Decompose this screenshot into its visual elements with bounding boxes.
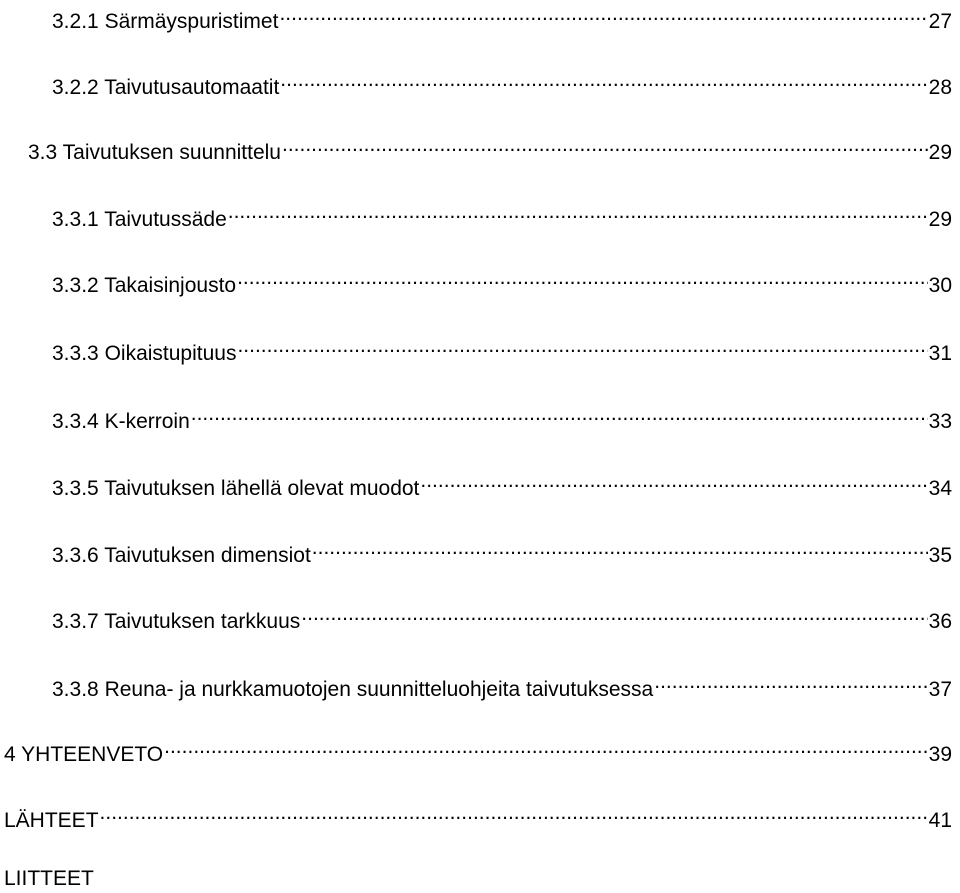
- toc-entry-title: 3.3.3 Oikaistupituus: [52, 342, 237, 365]
- toc-page-number: 33: [928, 410, 952, 433]
- toc-entry[interactable]: [4, 799, 952, 832]
- toc-entry-title: LÄHTEET: [4, 809, 99, 832]
- toc-entry[interactable]: [52, 264, 952, 297]
- toc-entry-title: 3.3.5 Taivutuksen lähellä olevat muodot: [52, 477, 420, 500]
- toc-dot-leader: [282, 131, 928, 159]
- toc-dot-leader: [100, 799, 928, 827]
- toc-entry-title: LIITTEET: [4, 867, 94, 890]
- toc-page-number: 27: [928, 10, 952, 33]
- toc-dot-leader: [654, 668, 927, 696]
- toc-page-number: 29: [928, 141, 952, 164]
- toc-entry[interactable]: [52, 66, 952, 99]
- toc-dot-leader: [237, 332, 927, 360]
- toc-entry[interactable]: [52, 198, 952, 231]
- toc-entry-title: 3.2.1 Särmäyspuristimet: [52, 10, 279, 33]
- toc-page-number: 35: [928, 544, 952, 567]
- toc-dot-leader: [312, 534, 928, 562]
- toc-entry[interactable]: [4, 733, 952, 766]
- toc-entry-title: 3.3.4 K-kerroin: [52, 410, 190, 433]
- toc-page-number: 29: [928, 208, 952, 231]
- toc-entry[interactable]: [52, 534, 952, 567]
- toc-dot-leader: [237, 264, 928, 292]
- toc-entry[interactable]: [52, 400, 952, 433]
- toc-entry[interactable]: [28, 131, 952, 164]
- toc-entry-title: 3.3.7 Taivutuksen tarkkuus: [52, 610, 301, 633]
- toc-entry-title: 4 YHTEENVETO: [4, 743, 164, 766]
- toc-page-number: 31: [928, 342, 952, 365]
- toc-entry-title: 3.3.1 Taivutussäde: [52, 208, 227, 231]
- toc-page-number: 39: [928, 743, 952, 766]
- toc-entry-title: 3.3 Taivutuksen suunnittelu: [28, 141, 281, 164]
- toc-dot-leader: [301, 600, 927, 628]
- toc-page-number: 28: [928, 76, 952, 99]
- toc-dot-leader: [228, 198, 928, 226]
- toc-page-number: 41: [928, 809, 952, 832]
- toc-entry[interactable]: [52, 0, 952, 33]
- toc-entry[interactable]: [52, 467, 952, 500]
- toc-page-number: 34: [928, 477, 952, 500]
- toc-dot-leader: [164, 733, 928, 761]
- toc-entry-title: 3.3.2 Takaisinjousto: [52, 274, 237, 297]
- toc-entry-title: 3.2.2 Taivutusautomaatit: [52, 76, 280, 99]
- toc-page-number: 36: [928, 610, 952, 633]
- toc-entry-title: 3.3.8 Reuna- ja nurkkamuotojen suunnitteluohjeita taivutuksessa: [52, 678, 654, 701]
- toc-entry[interactable]: [52, 668, 952, 701]
- toc-dot-leader: [420, 467, 927, 495]
- toc-dot-leader: [191, 400, 928, 428]
- toc-entry[interactable]: [52, 332, 952, 365]
- toc-entry[interactable]: [52, 600, 952, 633]
- toc-dot-leader: [280, 66, 927, 94]
- toc-entry-title: 3.3.6 Taivutuksen dimensiot: [52, 544, 311, 567]
- toc-page-number: 30: [928, 274, 952, 297]
- toc-page-number: 37: [928, 678, 952, 701]
- toc-dot-leader: [279, 0, 927, 28]
